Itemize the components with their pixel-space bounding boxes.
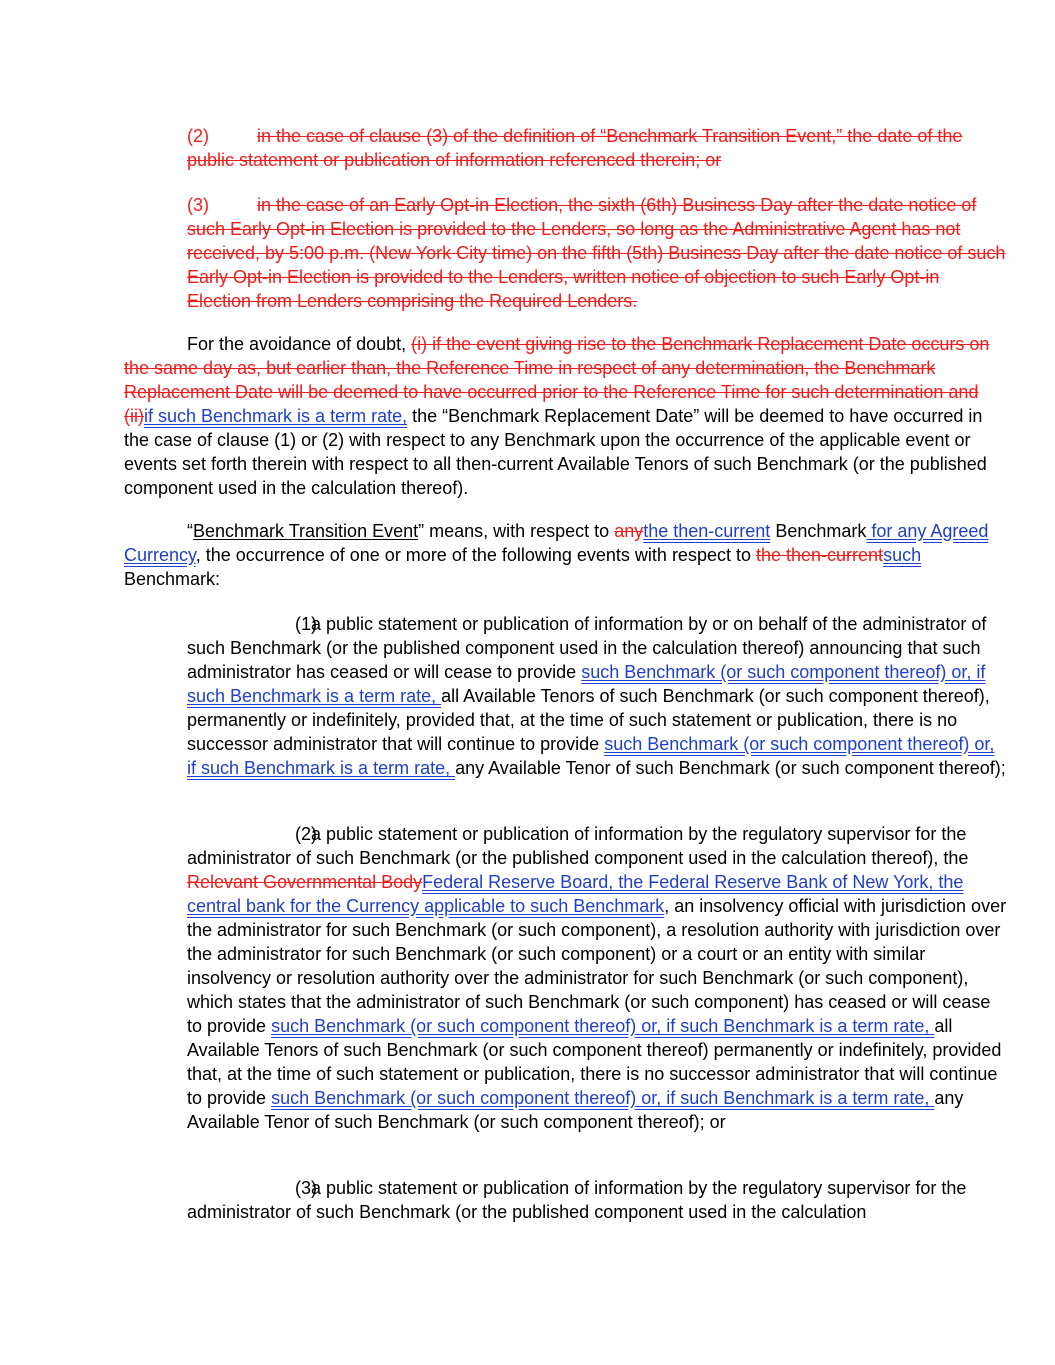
benchmark-transition-event-definition xyxy=(124,519,1007,591)
inserted-text: if such Benchmark is a term rate, xyxy=(144,406,408,426)
body-text: a public statement or publication of information by or on behalf of the administrator of such Benchmark (or the published component used in the calculation thereof) announcing that such administrator has ceased or will cease to provide xyxy=(187,614,987,682)
inserted-text: such Benchmark (or such component thereof) or, if such Benchmark is a term rate, xyxy=(187,662,986,706)
body-text: any Available Tenor of such Benchmark (or such component thereof); xyxy=(455,758,1006,778)
deleted-text: (i) if the event giving rise to the Benchmark Replacement Date occurs on the same day as, but earlier than, the Reference Time in respect of any determination, the Benchmark Replacement Date will be deemed to have occurred prior to the Reference Time for such determination and (ii) xyxy=(124,334,990,426)
body-text: the “Benchmark Replacement Date” will be deemed to have occurred in the case of clause (1) or (2) with respect to any Benchmark upon the occurrence of the applicable event or events set forth therein with respect to all then-current Available Tenors of such Benchmark (or the published component used in the calculation thereof). xyxy=(124,406,987,498)
body-text: Benchmark xyxy=(770,521,867,541)
deleted-text: Relevant Governmental Body xyxy=(187,872,423,892)
transition-event-clause-1 xyxy=(187,612,1007,780)
deleted-text: in the case of clause (3) of the definition of “Benchmark Transition Event,” the date of the public statement or publication of information referenced therein; or xyxy=(187,126,963,170)
body-text: , an insolvency official with jurisdiction over the administrator for such Benchmark (or such component), a resolution authority with jurisdiction over the administrator for such Benchmark (or such component) or a court or an entity with similar insolvency or resolution authority over the administrator for such Benchmark (or such component), which states that the administrator of such Benchmark (or such component) has ceased or will cease to provide xyxy=(187,896,1007,1036)
transition-event-clause-2 xyxy=(187,822,1007,1134)
transition-event-clause-3 xyxy=(187,1176,1007,1224)
defined-term: Benchmark Transition Event xyxy=(193,521,419,541)
deleted-text: the then-current xyxy=(755,545,884,565)
clause-number: (2) xyxy=(187,126,209,146)
avoidance-of-doubt-paragraph xyxy=(124,332,1007,500)
clause-number: (3) xyxy=(187,195,209,215)
body-text: , the occurrence of one or more of the following events with respect to xyxy=(195,545,756,565)
body-text: a public statement or publication of information by the regulatory supervisor for the administrator of such Benchmark (or the published component used in the calculation xyxy=(187,1178,967,1222)
body-text: any Available Tenor of such Benchmark (or such component thereof); or xyxy=(187,1088,964,1132)
body-text: all Available Tenors of such Benchmark (or such component thereof) permanently or indefinitely, provided that, at the time of such statement or publication, there is no successor administrator that will continue to provide xyxy=(187,1016,1002,1108)
inserted-text: the then-current xyxy=(643,521,771,541)
inserted-text: such Benchmark (or such component thereof) or, if such Benchmark is a term rate, xyxy=(271,1016,935,1036)
quote-close: ” xyxy=(418,521,425,541)
inserted-text: such Benchmark (or such component thereof) or, if such Benchmark is a term rate, xyxy=(271,1088,935,1108)
clause-number: (2) xyxy=(295,824,317,844)
quote-open: “ xyxy=(187,521,193,541)
body-text: means, with respect to xyxy=(424,521,615,541)
body-text: a public statement or publication of information by the regulatory supervisor for the administrator of such Benchmark (or the published component used in the calculation thereof), the xyxy=(187,824,969,868)
deleted-clause-2 xyxy=(187,124,1007,172)
body-text: all Available Tenors of such Benchmark (or such component thereof), permanently or indefinitely, provided that, at the time of such statement or publication, there is no successor administrator that will continue to provide xyxy=(187,686,990,754)
clause-number: (3) xyxy=(295,1178,317,1198)
inserted-text: such xyxy=(883,545,922,565)
inserted-text: such Benchmark (or such component thereof) or, if such Benchmark is a term rate, xyxy=(187,734,995,778)
body-text: For the avoidance of doubt, xyxy=(187,334,412,354)
deleted-text: any xyxy=(614,521,644,541)
deleted-clause-3 xyxy=(187,193,1007,313)
inserted-text: Federal Reserve Board, the Federal Reserve Bank of New York, the central bank for the Currency applicable to such Benchmark xyxy=(187,872,964,916)
clause-number: (1) xyxy=(295,614,317,634)
body-text: Benchmark: xyxy=(124,569,221,589)
deleted-text: in the case of an Early Opt-in Election, the sixth (6th) Business Day after the date notice of such Early Opt-in Election is provided to the Lenders, so long as the Administrative Agent has not received, by 5:00 p.m. (New York City time) on the fifth (5th) Business Day after the date notice of such Early Opt-in Election is provided to the Lenders, written notice of objection to such Early Opt-in Election from Lenders comprising the Required Lenders. xyxy=(187,195,1006,311)
inserted-text: for any Agreed Currency xyxy=(124,521,989,565)
